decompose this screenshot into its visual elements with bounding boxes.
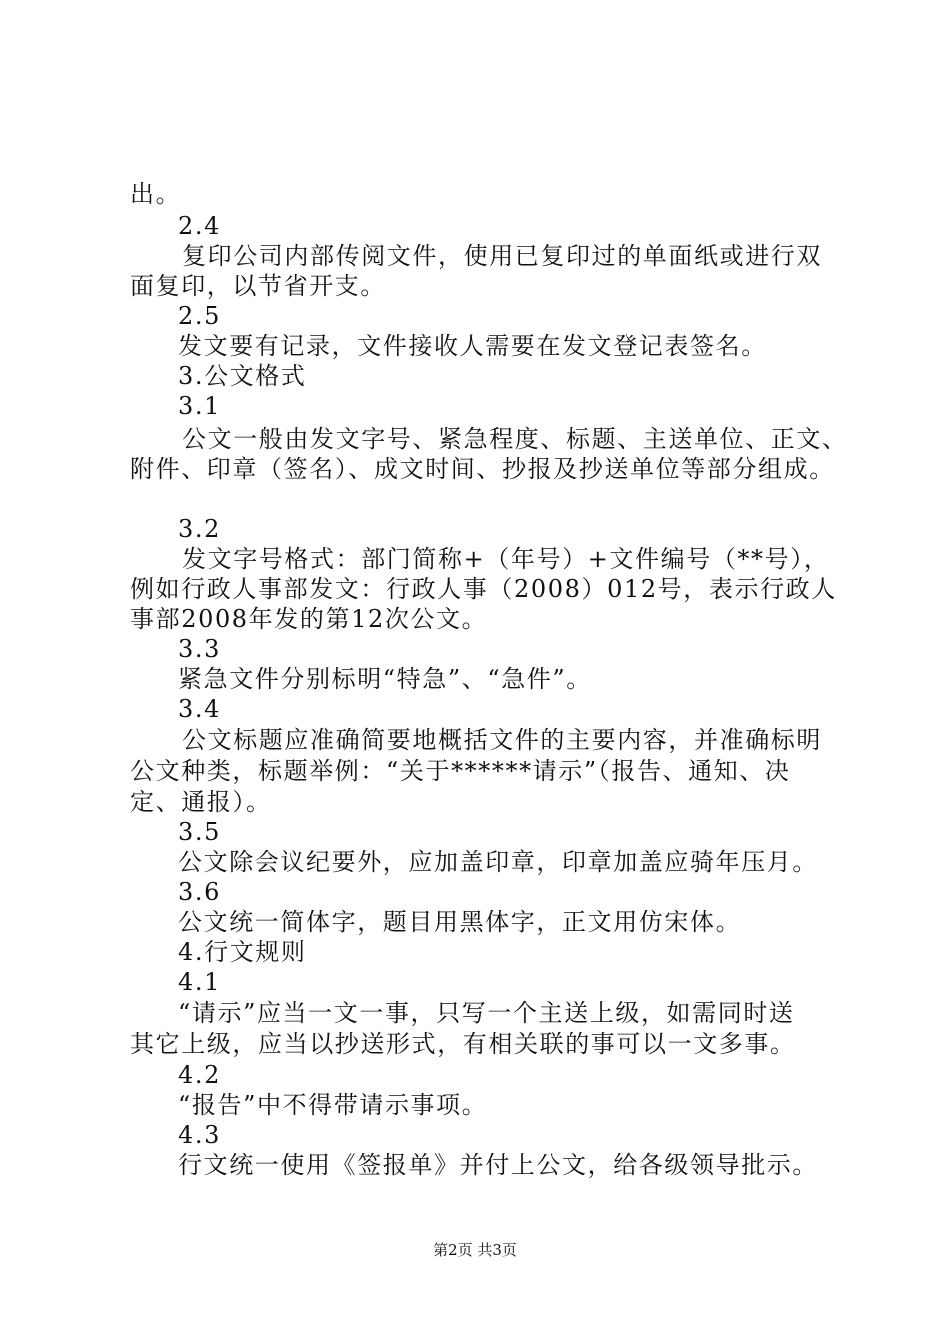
text-line: 事部2008年发的第12次公文。 xyxy=(130,605,488,633)
text-line: 公文一般由发文字号、紧急程度、标题、主送单位、正文、 xyxy=(182,425,848,453)
section-number: 2.4 xyxy=(178,212,221,240)
section-number: 3.5 xyxy=(178,818,221,846)
section-number: 4.1 xyxy=(178,968,221,996)
text-line: 出。 xyxy=(130,180,182,208)
section-number: 2.5 xyxy=(178,302,221,330)
text-line: 发文要有记录，文件接收人需要在发文登记表签名。 xyxy=(178,332,767,360)
section-number: 3.1 xyxy=(178,392,221,420)
section-number: 4.3 xyxy=(178,1121,221,1149)
text-line: 公文统一简体字，题目用黑体字，正文用仿宋体。 xyxy=(178,908,742,936)
text-line: 行文统一使用《签报单》并付上公文，给各级领导批示。 xyxy=(178,1151,818,1179)
section-number: 3.6 xyxy=(178,878,221,906)
page-footer: 第2页 共3页 xyxy=(433,1241,517,1259)
text-line: 其它上级，应当以抄送形式，有相关联的事可以一文多事。 xyxy=(130,1030,796,1058)
section-number: 3.2 xyxy=(178,515,221,543)
text-line: 例如行政人事部发文：行政人事（2008）012号，表示行政人 xyxy=(130,575,837,603)
text-line: “请示”应当一文一事，只写一个主送上级，如需同时送 xyxy=(178,999,795,1027)
text-line: 发文字号格式：部门简称+（年号）+文件编号（**号）， xyxy=(182,545,830,573)
text-line: 公文标题应准确简要地概括文件的主要内容，并准确标明 xyxy=(182,726,822,754)
text-line: 公文种类，标题举例：“关于******请示”（报告、通知、决 xyxy=(130,757,791,785)
text-line: 公文除会议纪要外，应加盖印章，印章加盖应骑年压月。 xyxy=(178,848,818,876)
text-line: 定、通报）。 xyxy=(130,788,272,816)
section-number: 4.2 xyxy=(178,1061,221,1089)
section-heading: 3.公文格式 xyxy=(178,362,307,390)
text-line: 紧急文件分别标明“特急”、“急件”。 xyxy=(178,665,592,693)
text-line: “报告”中不得带请示事项。 xyxy=(178,1091,488,1119)
text-line: 面复印，以节省开支。 xyxy=(130,272,386,300)
text-line: 复印公司内部传阅文件，使用已复印过的单面纸或进行双 xyxy=(182,242,822,270)
text-line: 附件、印章（签名）、成文时间、抄报及抄送单位等部分组成。 xyxy=(130,455,835,483)
section-number: 3.3 xyxy=(178,635,221,663)
section-heading: 4.行文规则 xyxy=(178,938,307,966)
section-number: 3.4 xyxy=(178,695,221,723)
